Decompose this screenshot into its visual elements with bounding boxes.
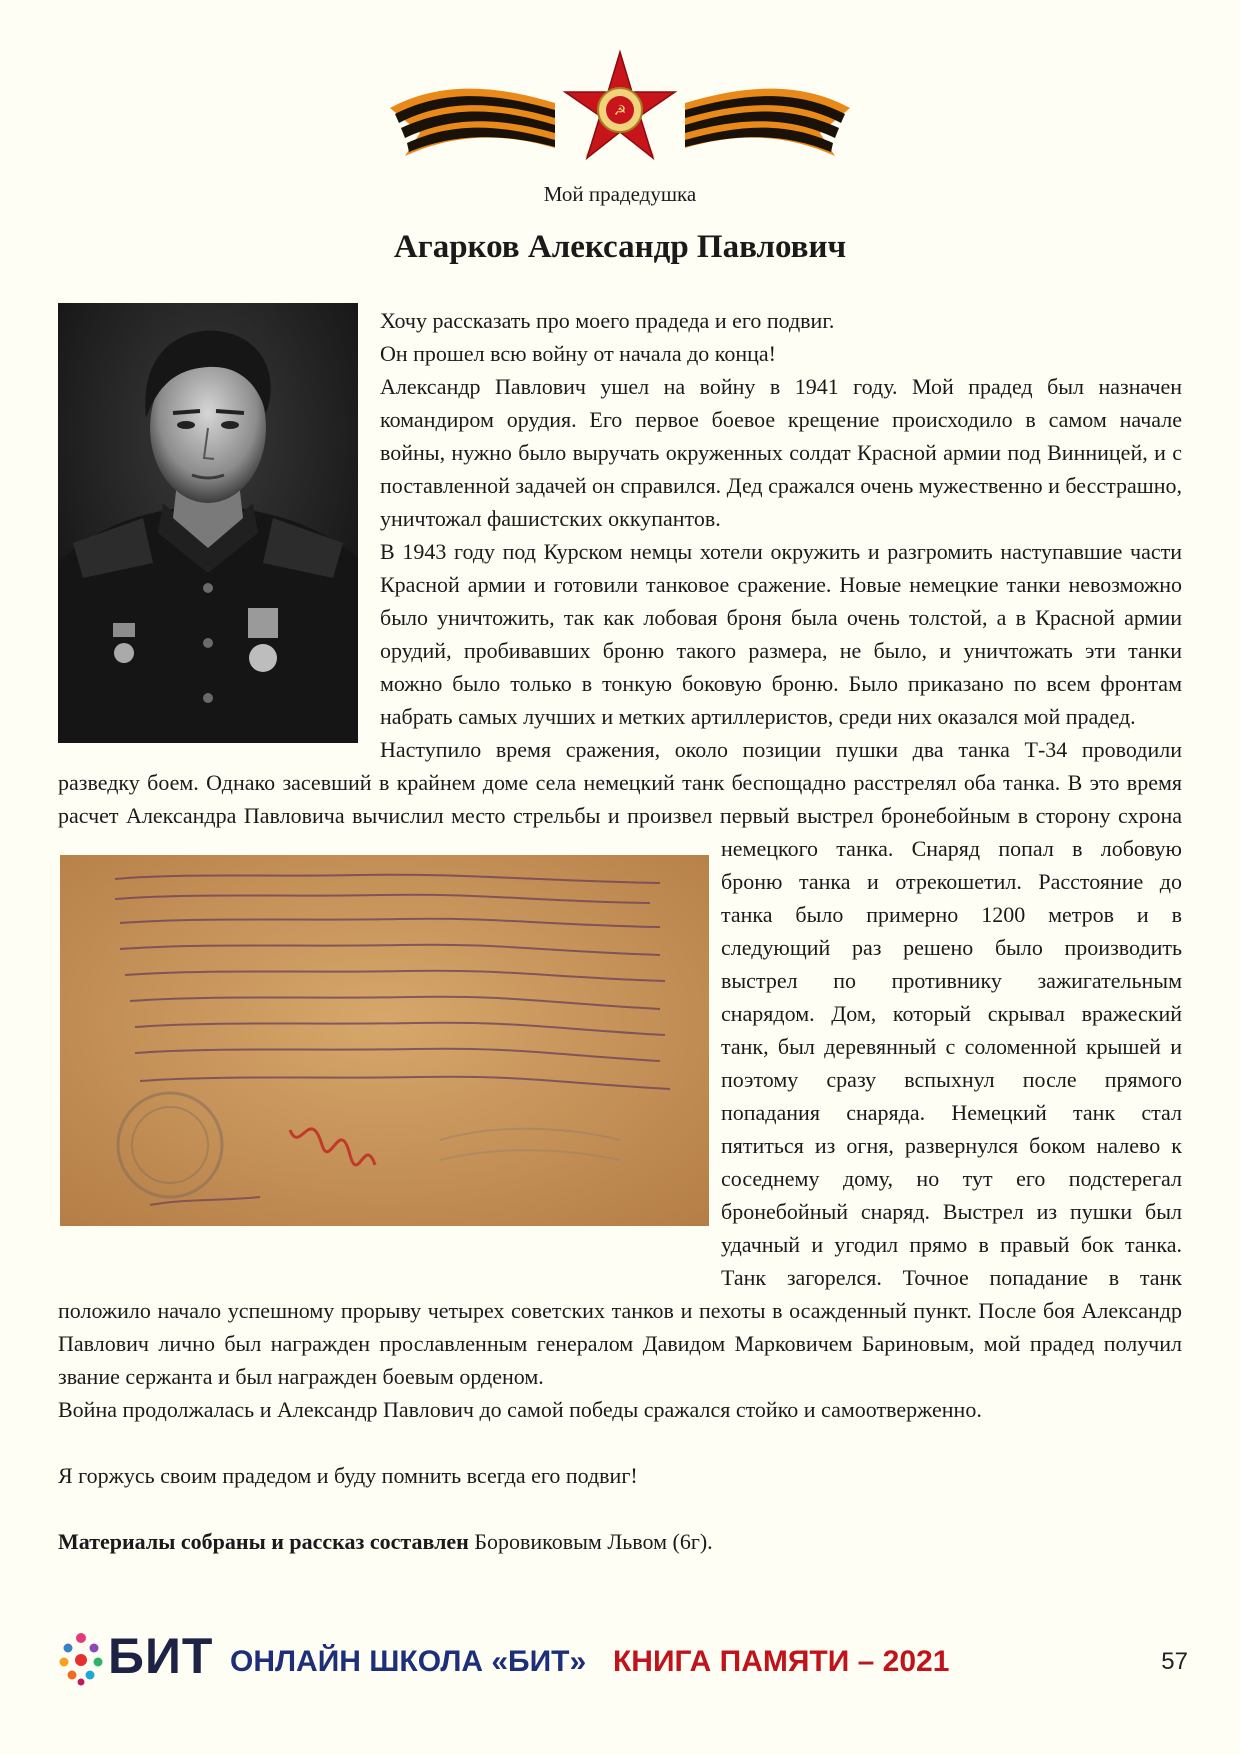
paragraph: Наступило время сражения, около позиции пушки два танка Т-34 проводили разведку боем. Однако засевший в крайнем доме села немецкий танк беспощадно расстрелял оба танка. В это время расчет Александра Павловича вычислил место стрельбы и произвел первый выстрел бронебойным в сторону схрона немецкого танка. Снаряд попал в лобовую броню танка и отрекошетил. Расстояние до танка было примерно 1200 метров и в следующий раз решено было производить выстрел по противнику зажигательным снарядом. Дом, который скрывал вражеский танк, был деревянный с соломенной крышей и поэтому сразу вспыхнул после прямого попадания снаряда. Немецкий танк стал пятиться из огня, развернулся боком налево к соседнему дому, но тут его подстерегал бронебойный снаряд. Выстрел из пушки был удачный и угодил прямо в правый бок танка. Танк загорелся. Точное попадание в танк положило начало успешному прорыву четырех советских танков и пехоты в осажденный пункт. После боя Александр Павлович лично был награжден прославленным генералом Давидом Марковичем Бариновым, мой прадед получил звание сержанта и был награжден боевым орденом. [58,737,1182,1389]
credit-rest: Боровиковым Львом (6г). [468,1529,713,1554]
page-number: 57 [1161,1648,1188,1675]
page-title: Агарков Александр Павлович [393,229,847,265]
credit-line [58,1525,1182,1558]
footer-school-name: ОНЛАЙН ШКОЛА «БИТ» [230,1645,587,1678]
paragraph: Война продолжалась и Александр Павлович до самой победы сражался стойко и самоотверженно. [58,1397,982,1422]
paragraph: Александр Павлович ушел на войну в 1941 году. Мой прадед был назначен командиром орудия. Его первое боевое крещение происходило в самом начале войны, нужно было выручать окруженных солдат Красной армии под Винницей, и с поставленной задачей он справился. Дед сражался очень мужественно и бесстрашно, уничтожал фашистских оккупантов. [380,374,1182,531]
letter-float-spacer [58,855,721,1270]
paragraph: Я горжусь своим прадедом и буду помнить всегда его подвиг! [58,1463,638,1488]
page-subtitle: Мой прадедушка [543,182,697,206]
credit-bold: Материалы собраны и рассказ составлен [58,1529,469,1554]
svg-text:☭: ☭ [613,103,627,119]
paragraph: В 1943 году под Курском немцы хотели окружить и разгромить наступавшие части Красной армии и готовили танковое сражение. Новые немецкие танки невозможно было уничтожить, так как лобовая броня была очень толстой, а в Красной армии орудий, пробивавших броню такого размера, не было, и уничтожать эти танки можно было только в тонкую боковую броню. Было приказано по всем фронтам набрать самых лучших и метких артиллеристов, среди них оказался мой прадед. [380,539,1182,729]
order-of-the-patriotic-war-emblem [385,48,855,168]
article-body [58,304,1182,1654]
logo-text: БИТ [108,1628,214,1684]
portrait-float-spacer [58,304,380,744]
footer-book-title: КНИГА ПАМЯТИ – 2021 [613,1645,950,1678]
bit-logo-icon [58,1630,104,1686]
paragraph: Он прошел всю войну от начала до конца! [380,341,777,366]
footer [58,1628,1188,1688]
st-george-ribbon-icon [385,48,855,168]
paragraph: Хочу рассказать про моего прадеда и его подвиг. [380,308,835,333]
